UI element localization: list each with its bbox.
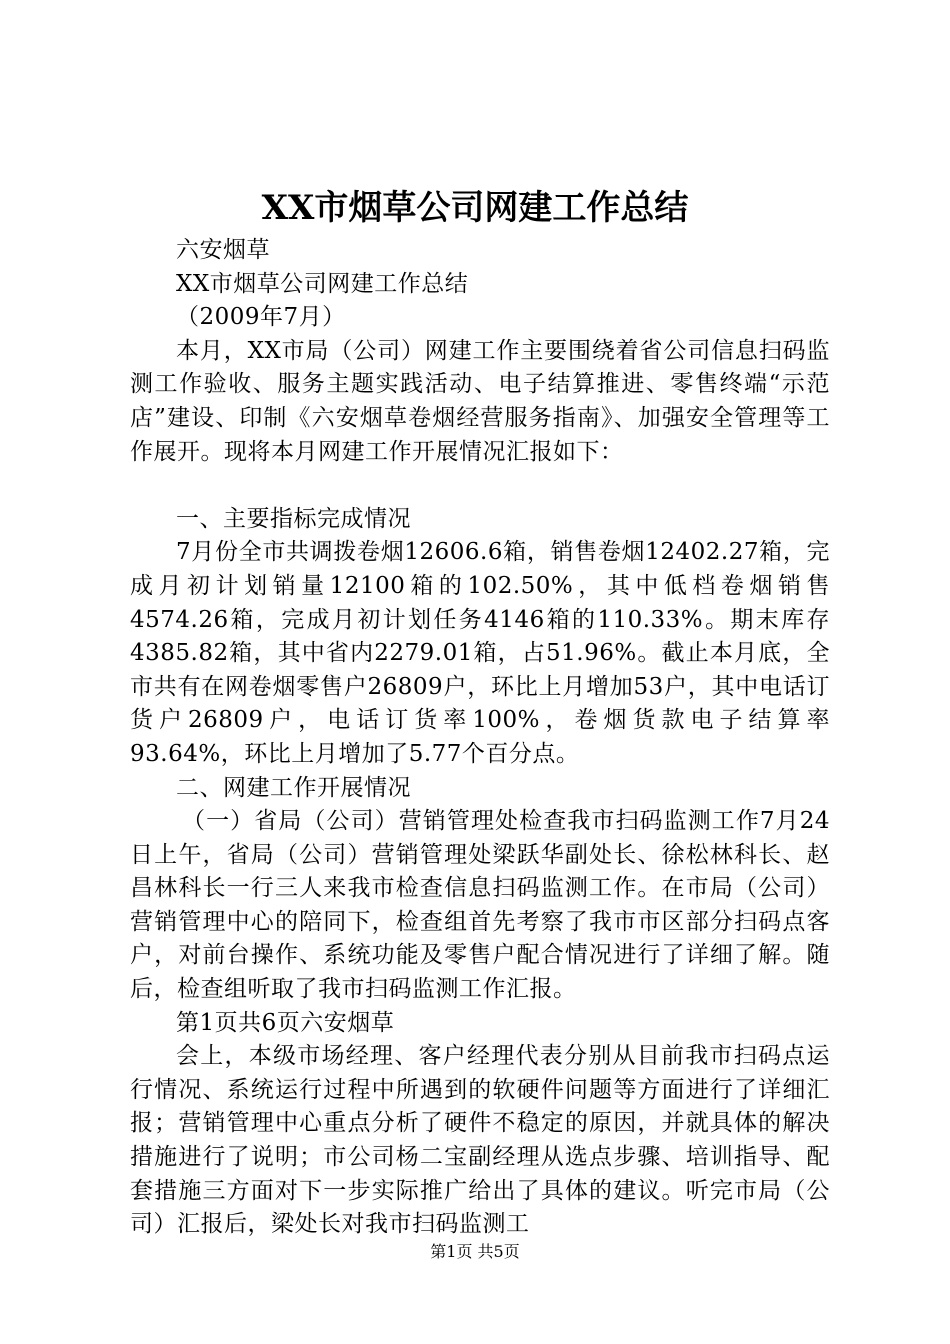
section-heading-2: 二、网建工作开展情况 xyxy=(176,774,411,801)
paragraph-page-marker: 第1页共6页六安烟草 xyxy=(176,1009,395,1036)
document-body xyxy=(130,234,830,1242)
paragraph-indicators: 7月份全市共调拨卷烟12606.6箱，销售卷烟12402.27箱，完成月初计划销量12100箱的102.50%，其中低档卷烟销售4574.26箱，完成月初计划任务4146箱的110.33%。期末库存4385.82箱，其中省内2279.01箱，占51.96%。截止本月底，全市共有在网卷烟零售户26809户，环比上月增加53户，其中电话订货户26809户，电话订货率100%，卷烟货款电子结算率93.64%，环比上月增加了5.77个百分点。 xyxy=(130,539,830,767)
paragraph-intro: 本月，XX市局（公司）网建工作主要围绕着省公司信息扫码监测工作验收、服务主题实践活动、电子结算推进、零售终端“示范店”建设、印制《六安烟草卷烟经营服务指南》、加强安全管理等工作展开。现将本月网建工作开展情况汇报如下： xyxy=(130,337,830,465)
paragraph-date: （2009年7月） xyxy=(176,304,346,331)
blank-line xyxy=(130,469,830,503)
document-title: XX市烟草公司网建工作总结 xyxy=(261,188,689,228)
page-footer: 第1页 共5页 xyxy=(430,1242,520,1261)
paragraph-org: 六安烟草 xyxy=(176,237,270,263)
paragraph-subtitle: XX市烟草公司网建工作总结 xyxy=(176,270,469,297)
paragraph-inspection: （一）省局（公司）营销管理处检查我市扫码监测工作7月24日上午，省局（公司）营销管理处梁跃华副处长、徐松林科长、赵昌林科长一行三人来我市检查信息扫码监测工作。在市局（公司）营销管理中心的陪同下，检查组首先考察了我市市区部分扫码点客户，对前台操作、系统功能及零售户配合情况进行了详细了解。随后，检查组听取了我市扫码监测工作汇报。 xyxy=(130,808,830,1003)
paragraph-meeting: 会上，本级市场经理、客户经理代表分别从目前我市扫码点运行情况、系统运行过程中所遇到的软硬件问题等方面进行了详细汇报；营销管理中心重点分析了硬件不稳定的原因，并就具体的解决措施进行了说明；市公司杨二宝副经理从选点步骤、培训指导、配套措施三方面对下一步实际推广给出了具体的建议。听完市局（公司）汇报后，梁处长对我市扫码监测工 xyxy=(130,1043,830,1238)
section-heading-1: 一、主要指标完成情况 xyxy=(176,505,411,532)
